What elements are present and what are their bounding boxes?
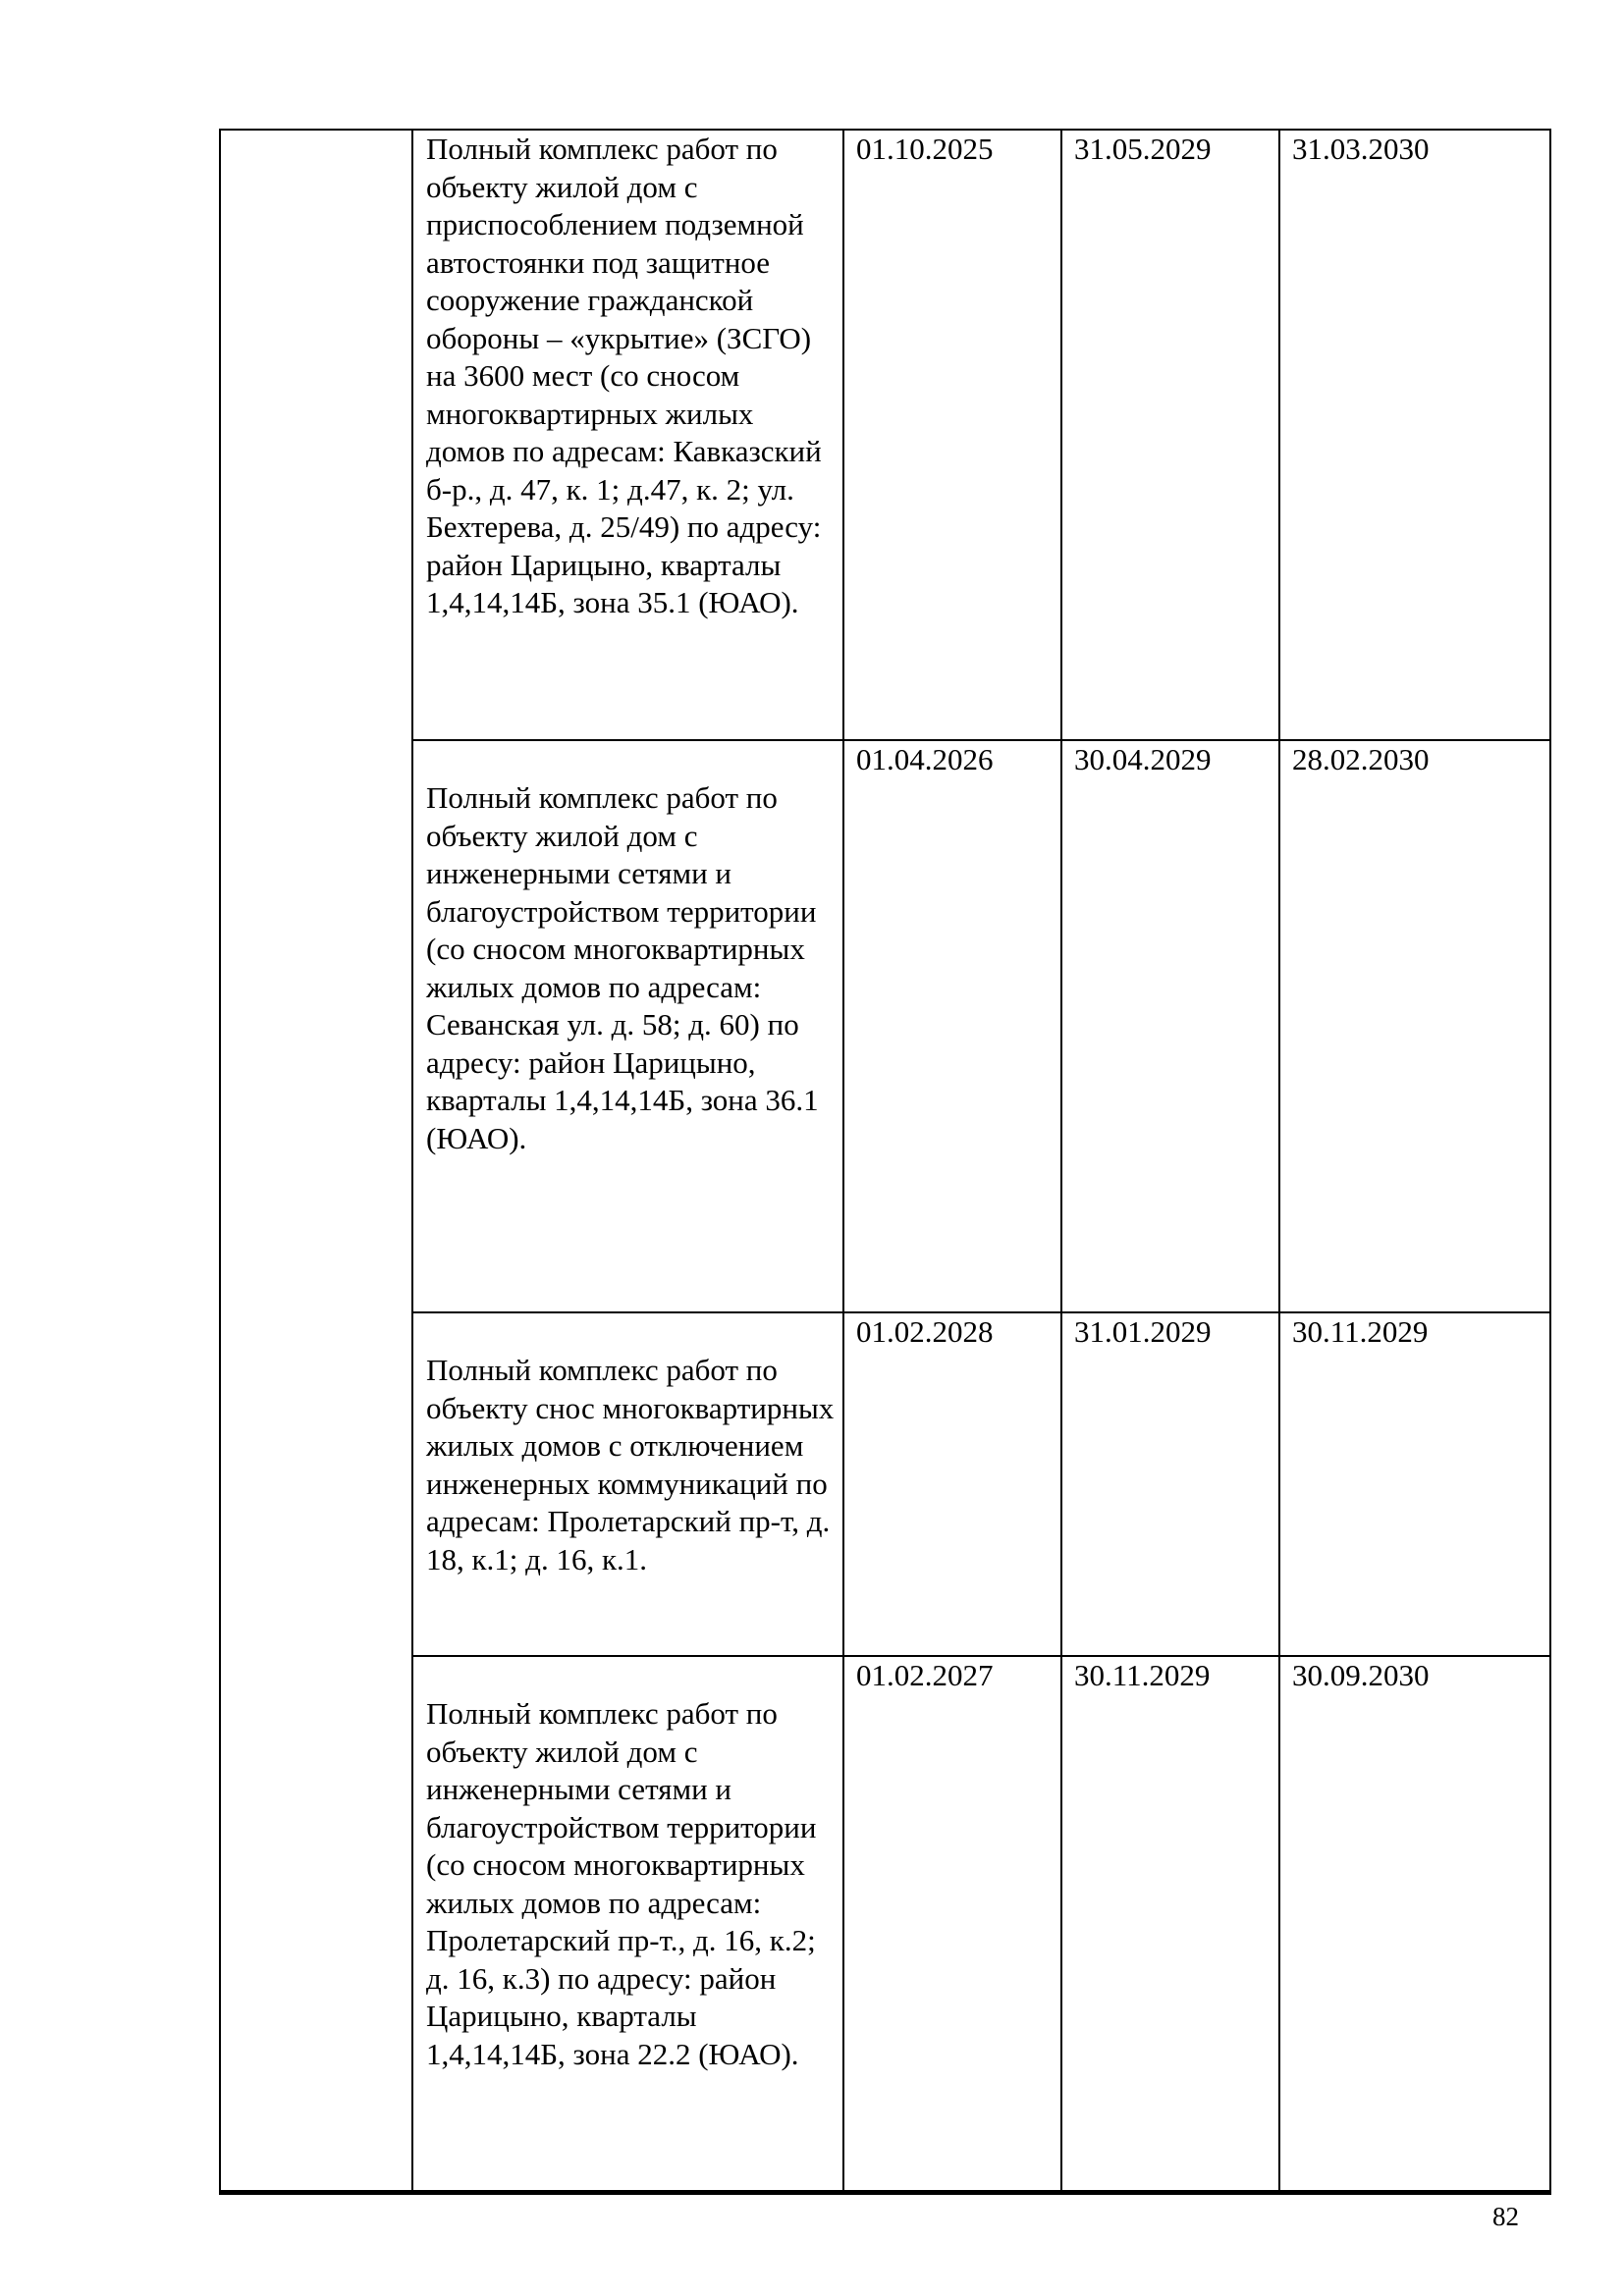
table-row <box>220 1312 1550 1656</box>
row-final-date: 30.11.2029 <box>1279 1312 1550 1656</box>
table-row <box>220 130 1550 740</box>
empty-first-column-cell <box>220 130 412 2192</box>
row-description <box>412 740 843 1312</box>
row-description <box>412 1656 843 2192</box>
row-description-text: Полный комплекс работ по объекту снос многоквартирных жилых домов с отключением инженерных коммуникаций по адресам: Пролетарский пр-т, д. 18, к.1; д. 16, к.1. <box>426 1353 835 1576</box>
row-end-date: 31.05.2029 <box>1061 130 1279 740</box>
row-description-text: Полный комплекс работ по объекту жилой дом с инженерными сетями и благоустройством территории (со сносом многоквартирных жилых домов по адресам: Пролетарский пр-т., д. 16, к.2; д. 16, к.3) по адресу: район Царицыно, кварталы 1,4,14,14Б, зона 22.2 (ЮАО). <box>426 1696 817 2071</box>
row-end-date: 30.11.2029 <box>1061 1656 1279 2192</box>
table-row <box>220 740 1550 1312</box>
row-end-date: 31.01.2029 <box>1061 1312 1279 1656</box>
row-start-date: 01.10.2025 <box>843 130 1061 740</box>
row-description <box>412 130 843 740</box>
row-description-text: Полный комплекс работ по объекту жилой дом с приспособлением подземной автостоянки под защитное сооружение гражданской обороны – «укрытие» (ЗСГО) на 3600 мест (со сносом многоквартирных жилых домов по адресам: Кавказский б-р., д. 47, к. 1; д.47, к. 2; ул. Бехтерева, д. 25/49) по адресу: район Царицыно, кварталы 1,4,14,14Б, зона 35.1 (ЮАО). <box>426 132 822 619</box>
row-description-text: Полный комплекс работ по объекту жилой дом с инженерными сетями и благоустройством территории (со сносом многоквартирных жилых домов по адресам: Севанская ул. д. 58; д. 60) по адресу: район Царицыно, кварталы 1,4,14,14Б, зона 36.1 (ЮАО). <box>426 780 819 1155</box>
table-row <box>220 1656 1550 2192</box>
row-description <box>412 1312 843 1656</box>
page-number: 82 <box>1492 2202 1519 2231</box>
row-start-date: 01.02.2028 <box>843 1312 1061 1656</box>
row-final-date: 28.02.2030 <box>1279 740 1550 1312</box>
row-final-date: 30.09.2030 <box>1279 1656 1550 2192</box>
row-end-date: 30.04.2029 <box>1061 740 1279 1312</box>
row-final-date: 31.03.2030 <box>1279 130 1550 740</box>
row-start-date: 01.04.2026 <box>843 740 1061 1312</box>
row-start-date: 01.02.2027 <box>843 1656 1061 2192</box>
schedule-table <box>219 129 1551 2195</box>
